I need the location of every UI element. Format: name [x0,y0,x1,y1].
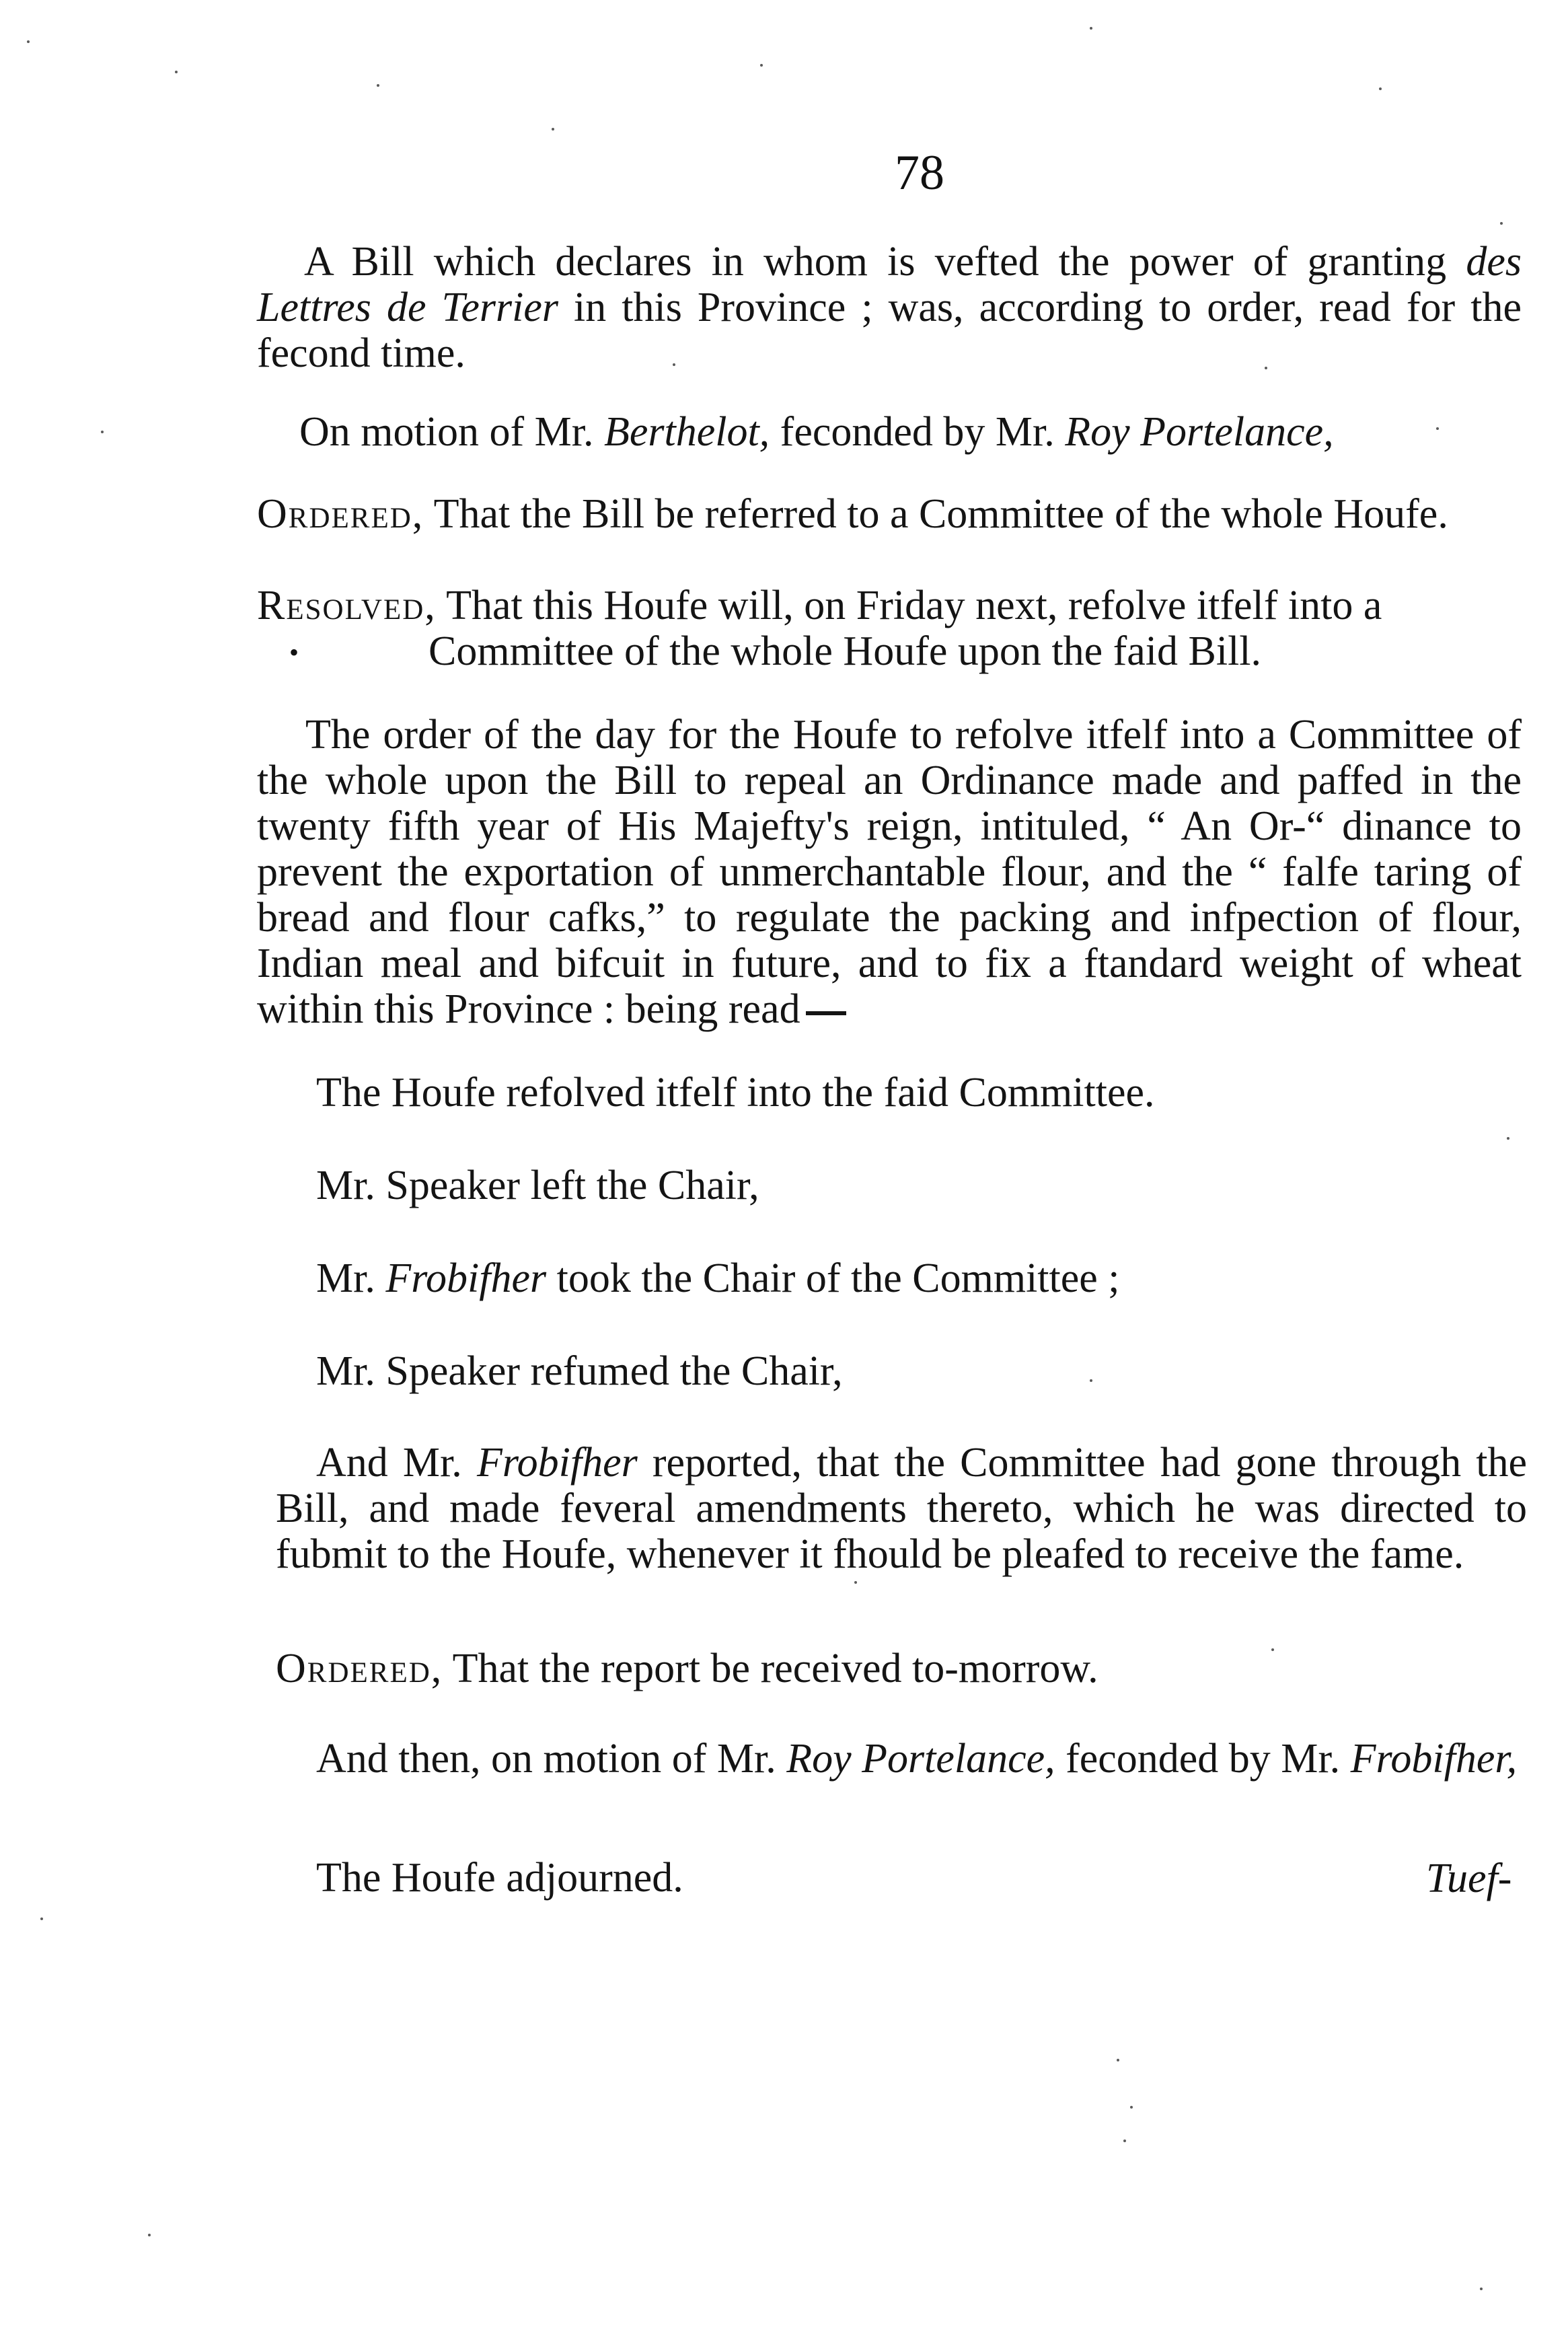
scan-speck [1500,222,1503,225]
catchword: Tuef- [1426,1856,1512,1901]
paragraph-ordered-report [276,1646,1527,1691]
paragraph-text: And then, on motion of Mr. [316,1736,787,1782]
paragraph-house-resolved [316,1070,1527,1116]
scan-speck [1090,27,1092,30]
paragraph-text: That the Bill be referred to a Committee of the whole Houfe. [424,491,1448,537]
paragraph-order-of-day [257,712,1522,1032]
scan-speck [27,40,30,43]
scan-speck [673,363,675,366]
paragraph-text: Mr. Speaker refumed the Chair, [316,1348,843,1394]
italic-term: des Lettres de Terrier [257,239,1522,330]
paragraph-text: in this Province ; was, according to order, read for the fecond time. [257,285,1522,376]
member-name: Frobifher, [1350,1736,1518,1782]
paragraph-text: Mr. Speaker left the Chair, [316,1163,759,1208]
paragraph-text: Mr. [316,1255,386,1301]
paragraph-motion [299,409,1524,455]
paragraph-text: feconded by Mr. [1055,1736,1351,1782]
paragraph-resolved [257,583,1535,674]
scan-speck [175,71,178,73]
scan-speck [1507,1137,1509,1140]
scan-speck [1123,2140,1126,2142]
scan-speck [760,64,763,67]
scan-speck [552,128,554,131]
member-name: Roy Portelance, [1065,409,1334,455]
paragraph-text: reported, that the Committee had gone through the Bill, and made feveral amendments thereto, which he was directed to fubmit to the Houfe, whenever it fhould be pleafed to receive the fame. [276,1440,1527,1577]
paragraph-ordered-committee [257,491,1535,537]
paragraph-text: The Houfe adjourned. [316,1855,683,1901]
paragraph-text: The Houfe refolved itfelf into the faid Committee. [316,1070,1155,1116]
paragraph-text: The order of the day for the Houfe to refolve itfelf into a Committee of the whole upon the Bill to repeal an Ordinance made and paffed in the twenty fifth year of His Majefty's reign, intituled, “ An Or-“ dinance to prevent the exportation of unmerchantable flour, and the “ falfe taring of bread and flour cafks,” to regulate the packing and infpection of flour, Indian meal and bifcuit in future, and to fix a ftandard weight of wheat within this Province : being read [257,712,1522,1032]
member-name: Roy Portelance, [786,1736,1055,1782]
paragraph-text: And Mr. [316,1440,477,1486]
paragraph-bill-second-reading [257,239,1522,376]
paragraph-text: That the report be received to-morrow. [443,1646,1098,1691]
scan-speck [1480,2288,1483,2290]
paragraph-text: feconded by Mr. [770,409,1066,455]
scan-speck [1130,2106,1133,2109]
member-name: Berthelot, [603,409,770,455]
scan-speck [1265,367,1267,369]
scan-speck [854,1581,857,1584]
scan-speck [1090,1379,1092,1382]
scan-speck [1436,427,1439,430]
scan-speck [1117,2059,1119,2061]
ordered-label: Ordered, [257,491,424,537]
paragraph-house-adjourned [316,1855,1258,1901]
paragraph-speaker-resumed [316,1348,1527,1394]
resolved-line-1 [257,583,1535,628]
paragraph-chair-taken [316,1255,1527,1301]
paragraph-text: A Bill which declares in whom is vefted the power of granting [304,239,1466,285]
scan-speck [101,431,104,433]
scan-speck [1271,1648,1274,1651]
paragraph-text: took the Chair of the Committee ; [546,1255,1120,1301]
paragraph-adjournment-motion [256,1736,1520,1782]
scan-speck [40,1917,43,1920]
paragraph-speaker-left [316,1163,1527,1208]
scan-speck [148,2234,151,2236]
resolved-label: Resolved, [257,583,437,628]
member-name: Frobifher [385,1255,547,1301]
scan-speck [1379,87,1382,90]
paragraph-text: On motion of Mr. [299,409,604,455]
page-number: 78 [895,145,944,200]
dash-rule [806,1011,846,1015]
resolved-line-2: Committee of the whole Houfe upon the faid Bill. [428,628,1262,674]
ornament-mark: • [289,637,299,667]
paragraph-text: That this Houfe will, on Friday next, refolve itfelf into a [436,583,1382,628]
scan-speck [377,84,379,87]
paragraph-committee-report [276,1440,1527,1577]
member-name: Frobifher [476,1440,638,1486]
ordered-label: Ordered, [276,1646,443,1691]
